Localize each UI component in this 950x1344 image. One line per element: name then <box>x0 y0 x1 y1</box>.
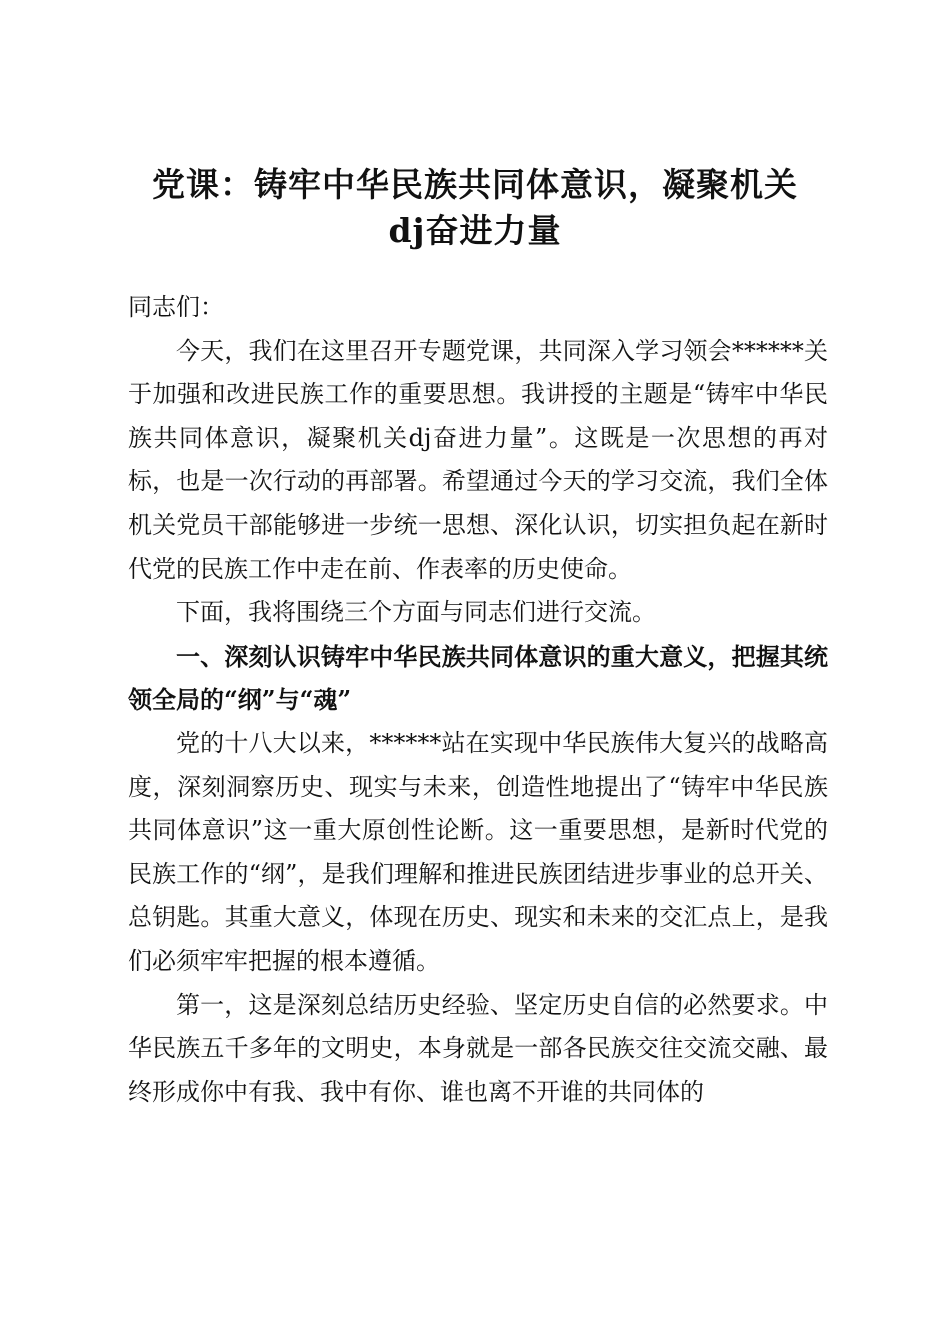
intro-paragraph-2: 下面，我将围绕三个方面与同志们进行交流。 <box>176 598 656 627</box>
section-paragraph-1: 党的十八大以来，******站在实现中华民族伟大复兴的战略高度，深刻洞察历史、现实与未来，创造性地提出了“铸牢中华民族共同体意识”这一重大原创性论断。这一重要思想，是新时代党的民族工作的“纲”，是我们理解和推进民族团结进步事业的总开关、总钥匙。其重大意义，体现在历史、现实和未来的交汇点上，是我们必须牢牢把握的根本遵循。 <box>128 728 828 975</box>
section-heading-1: 一、深刻认识铸牢中华民族共同体意识的重大意义，把握其统领全局的“纲”与“魂” <box>128 641 828 715</box>
title-line-2: dj奋进力量 <box>388 211 562 250</box>
document-title <box>110 162 840 254</box>
document-body <box>128 286 828 1114</box>
section-paragraph-2: 第一，这是深刻总结历史经验、坚定历史自信的必然要求。中华民族五千多年的文明史，本身就是一部各民族交往交流交融、最终形成你中有我、我中有你、谁也离不开谁的共同体的 <box>128 990 828 1106</box>
salutation: 同志们： <box>128 293 224 321</box>
title-line-1: 党课：铸牢中华民族共同体意识，凝聚机关 <box>152 165 798 204</box>
intro-paragraph-1: 今天，我们在这里召开专题党课，共同深入学习领会******关于加强和改进民族工作的重要思想。我讲授的主题是“铸牢中华民族共同体意识，凝聚机关dj奋进力量”。这既是一次思想的再对标，也是一次行动的再部署。希望通过今天的学习交流，我们全体机关党员干部能够进一步统一思想、深化认识，切实担负起在新时代党的民族工作中走在前、作表率的历史使命。 <box>128 336 828 583</box>
